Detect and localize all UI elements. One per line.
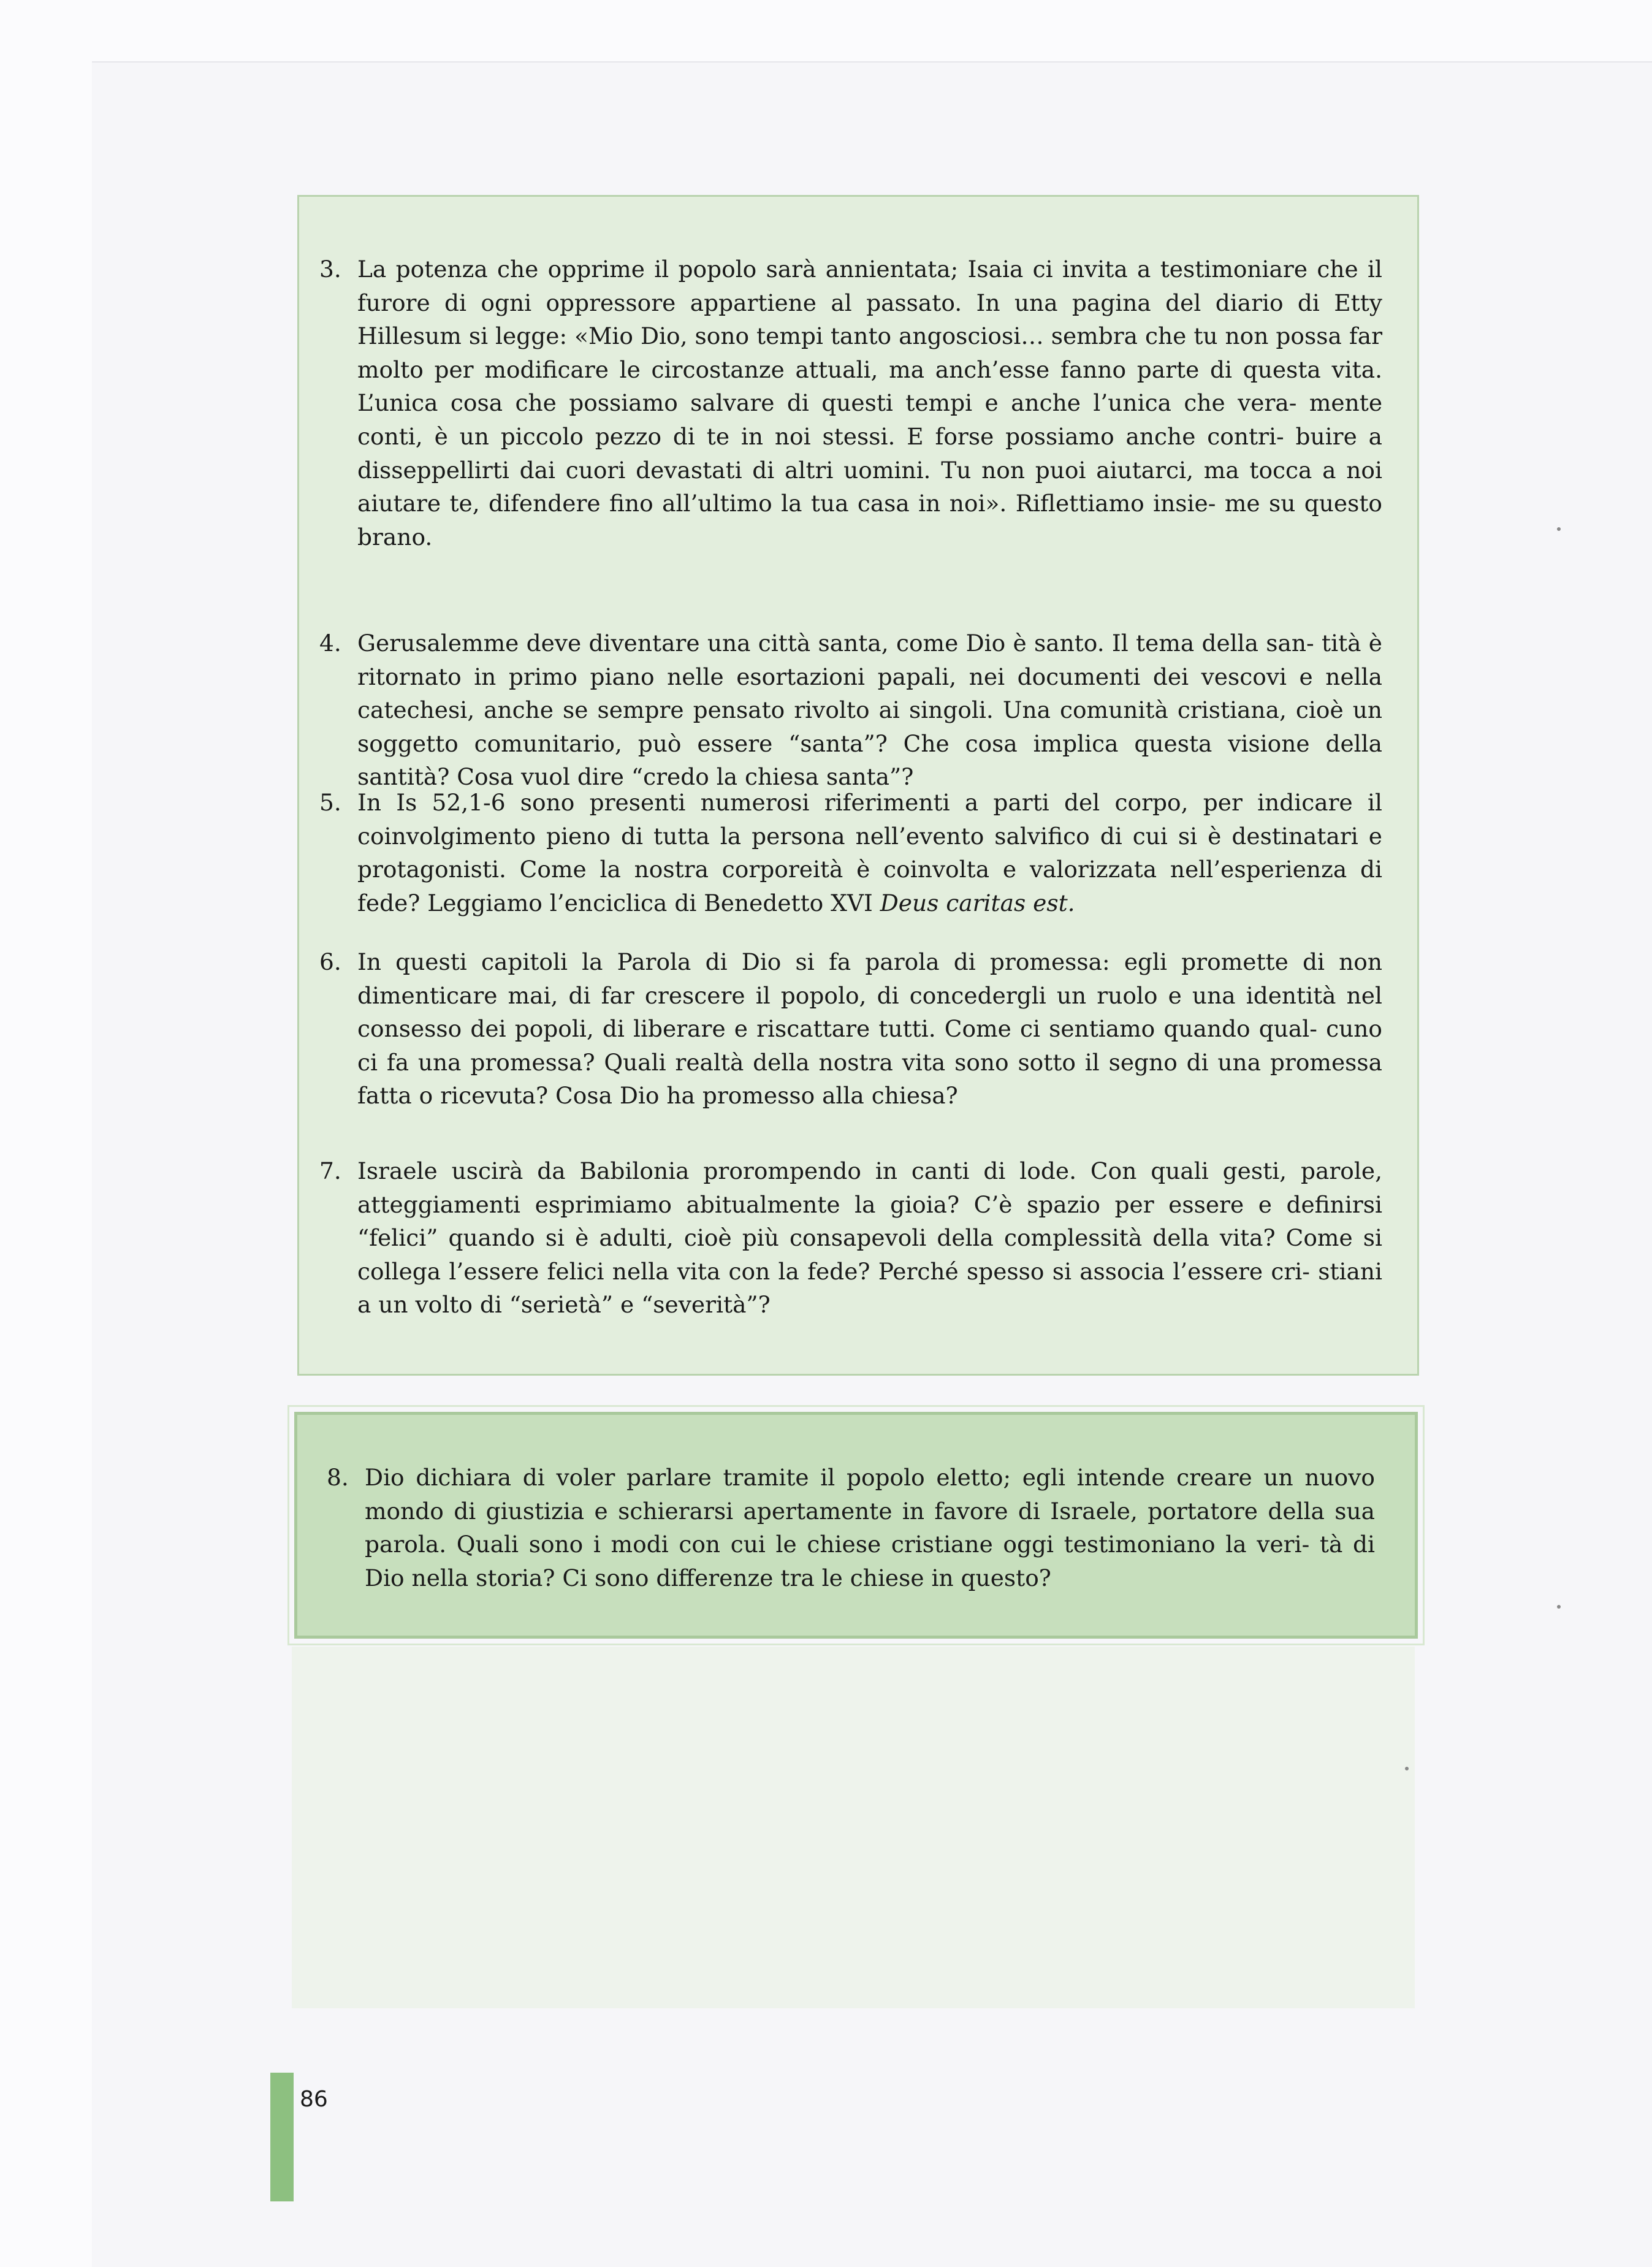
item-number: 3. [319, 256, 341, 283]
list-item [319, 945, 1383, 1113]
list-item [319, 627, 1383, 794]
bleed-through-area [292, 1647, 1415, 2008]
page-number-tab [270, 2073, 294, 2201]
page-number: 86 [300, 2087, 328, 2112]
item-number: 6. [319, 948, 341, 975]
item-number: 8. [327, 1464, 349, 1491]
item-number: 4. [319, 630, 341, 657]
encyclical-title: Deus caritas est. [880, 889, 1075, 916]
list-item [319, 253, 1383, 554]
scan-speck [1405, 1767, 1409, 1770]
list-item [319, 1154, 1383, 1322]
list-item [319, 786, 1382, 920]
item-text: Gerusalemme deve diventare una città santa, come Dio è santo. Il tema della san- tità è ritornato in primo piano nelle esortazioni papali, nei documenti dei vescovi e nella catechesi, anche se sempre pensato rivolto ai singoli. Una comunità cristiana, cioè un soggetto comunitario, può essere “santa”? Che cosa implica questa visione della santità? Cosa vuol dire “credo la chiesa santa”? [357, 630, 1383, 791]
item-text: Dio dichiara di voler parlare tramite il popolo eletto; egli intende creare un nuovo mondo di giustizia e schierarsi apertamente in favore di Israele, portatore della sua parola. Quali sono i modi con cui le chiese cristiane oggi testimoniano la veri- tà di Dio nella storia? Ci sono differenze tra le chiese in questo? [365, 1464, 1376, 1591]
item-number: 5. [319, 789, 341, 816]
item-text: In questi capitoli la Parola di Dio si fa parola di promessa: egli promette di non dimenticare mai, di far crescere il popolo, di concedergli un ruolo e una identità nel consesso dei popoli, di liberare e riscattare tutti. Come ci sentiamo quando qual- cuno ci fa una promessa? Quali realtà della nostra vita sono sotto il segno di una promessa fatta o ricevuta? Cosa Dio ha promesso alla chiesa? [357, 948, 1383, 1110]
item-text: Israele uscirà da Babilonia prorompendo in canti di lode. Con quali gesti, parole, atteggiamenti esprimiamo abitualmente la gioia? C’è spazio per essere e definirsi “felici” quando si è adulti, cioè più consapevoli della complessità della vita? Come si collega l’essere felici nella vita con la fede? Perché spesso si associa l’essere cri- stiani a un volto di “serietà” e “severità”? [357, 1157, 1383, 1319]
scan-speck [1557, 527, 1561, 531]
list-item [327, 1461, 1376, 1595]
item-number: 7. [319, 1157, 341, 1184]
item-text: La potenza che opprime il popolo sarà annientata; Isaia ci invita a testimoniare che il furore di ogni oppressore appartiene al passato. In una pagina del diario di Etty Hillesum si legge: «Mio Dio, sono tempi tanto angosciosi… sembra che tu non possa far molto per modificare le circostanze attuali, ma anch’esse fanno parte di questa vita. L’unica cosa che possiamo salvare di questi tempi e anche l’unica che vera- mente conti, è un piccolo pezzo di te in noi stessi. E forse possiamo anche contri- buire a disseppellirti dai cuori devastati di altri uomini. Tu non puoi aiutarci, ma tocca a noi aiutare te, difendere fino all’ultimo la tua casa in noi». Riflettiamo insie- me su questo brano. [357, 256, 1383, 551]
item-text: In Is 52,1-6 sono presenti numerosi riferimenti a parti del corpo, per indicare il coinvolgimento pieno di tutta la persona nell’evento salvifico di cui si è destinatari e protagonisti. Come la nostra corporeità è coinvolta e valorizzata nell’esperienza di fede? Leggiamo l’enciclica di Benedetto XVI Deus caritas est. [357, 789, 1382, 916]
scan-speck [1557, 1605, 1561, 1609]
